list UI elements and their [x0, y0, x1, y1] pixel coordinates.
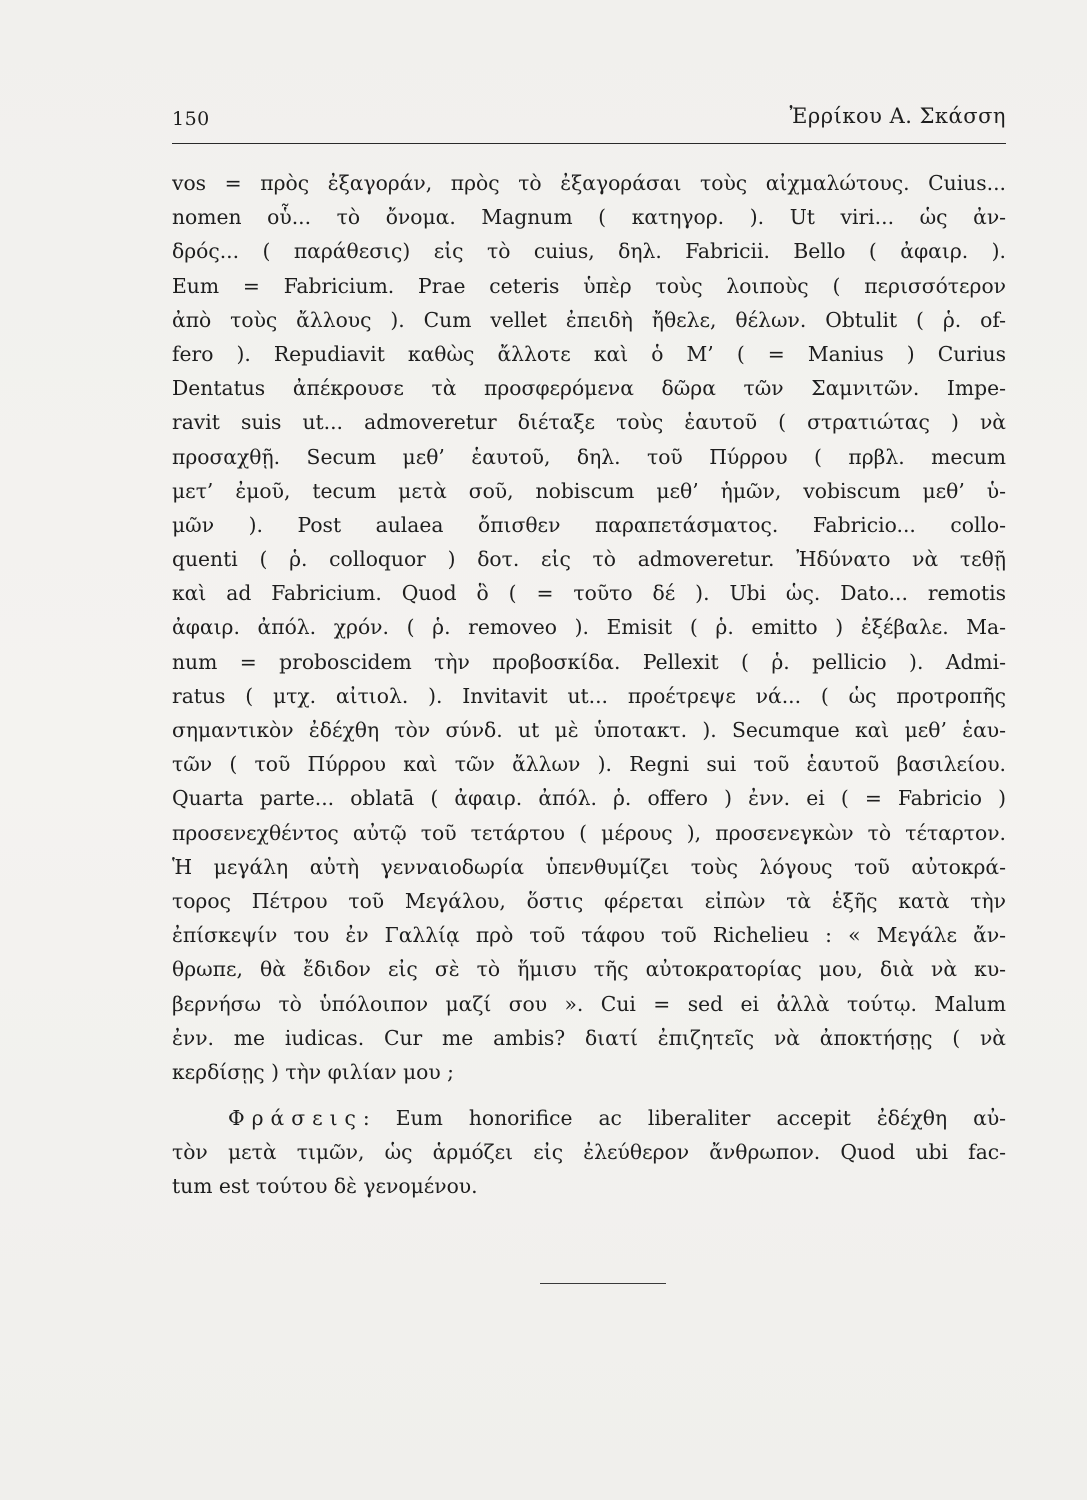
text-line: μετ’ ἐμοῦ, tecum μετὰ σοῦ, nobiscum μεθ’ ἡμῶν, vobiscum μεθ’ ὑ- — [172, 478, 1006, 503]
text-line: σημαντικὸν ἐδέχθη τὸν σύνδ. ut μὲ ὑποτακτ. ). Secumque καὶ μεθ’ ἑαυ- — [172, 718, 1006, 742]
text-line — [172, 1101, 1006, 1135]
text-line: ravit suis ut... admoveretur διέταξε τοὺς ἑαυτοῦ ( στρατιώτας ) νὰ — [172, 410, 1006, 435]
text-line: tum est τούτου δὲ γενομένου. — [172, 1174, 478, 1199]
text-line: βερνήσω τὸ ὑπόλοιπον μαζί σου ». Cui = sed ei ἀλλὰ τούτῳ. Malum — [172, 991, 1006, 1016]
running-head: Ἐρρίκου Α. Σκάσση — [789, 104, 1006, 128]
text-line: μῶν ). Post aulaea ὄπισθεν παραπετάσματος. Fabricio... collo- — [172, 512, 1006, 537]
phrases-paragraph — [172, 1101, 1006, 1204]
text-line: καὶ ad Fabricium. Quod ὃ ( = τοῦτο δέ ). Ubi ὡς. Dato... remotis — [172, 581, 1006, 606]
header-rule — [172, 143, 1006, 144]
page-number: 150 — [172, 108, 210, 130]
text-line: quenti ( ῥ. colloquor ) δοτ. εἰς τὸ admoveretur. Ἠδύνατο νὰ τεθῇ — [172, 547, 1006, 572]
text-line: προσαχθῇ. Secum μεθ’ ἑαυτοῦ, δηλ. τοῦ Πύρρου ( πρβλ. mecum — [172, 444, 1006, 469]
text-line: θρωπε, θὰ ἔδιδον εἰς σὲ τὸ ἥμισυ τῆς αὐτοκρατορίας μου, διὰ νὰ κυ- — [172, 957, 1006, 982]
commentary-paragraph — [172, 166, 1006, 1089]
phrases-label: Φράσεις — [228, 1106, 363, 1131]
text-line: προσενεχθέντος αὐτῷ τοῦ τετάρτου ( μέρους ), προσενεγκὼν τὸ τέταρτον. — [172, 820, 1006, 845]
phrases-line-rest: : Eum honorifice ac liberaliter accepit ἐδέχθη αὐ- — [362, 1106, 1006, 1131]
text-line: ἐπίσκεψίν του ἐν Γαλλίᾳ πρὸ τοῦ τάφου τοῦ Richelieu : « Μεγάλε ἄν- — [172, 923, 1006, 948]
text-line: vos = πρὸς ἐξαγοράν, πρὸς τὸ ἐξαγοράσαι τοὺς αἰχμαλώτους. Cuius... — [172, 171, 1006, 195]
text-line: Quarta parte... oblatā ( ἀφαιρ. ἀπόλ. ῥ. offero ) ἐνν. ei ( = Fabricio ) — [172, 786, 1006, 811]
text-line: Ἡ μεγάλη αὐτὴ γενναιοδωρία ὑπενθυμίζει τοὺς λόγους τοῦ αὐτοκρά- — [172, 854, 1006, 879]
text-line: ἐνν. me iudicas. Cur me ambis? διατί ἐπιζητεῖς νὰ ἀποκτήσῃς ( νὰ — [172, 1025, 1006, 1050]
footer-rule — [540, 1283, 666, 1284]
text-line: nomen οὗ... τὸ ὄνομα. Magnum ( κατηγορ. ). Ut viri... ὡς ἀν- — [172, 205, 1006, 230]
text-line: ἀπὸ τοὺς ἄλλους ). Cum vellet ἐπειδὴ ἤθελε, θέλων. Obtulit ( ῥ. of- — [172, 307, 1006, 332]
text-line: τῶν ( τοῦ Πύρρου καὶ τῶν ἄλλων ). Regni sui τοῦ ἑαυτοῦ βασιλείου. — [172, 752, 1006, 777]
body-text — [172, 166, 1006, 1204]
text-line: τὸν μετὰ τιμῶν, ὡς ἁρμόζει εἰς ἐλεύθερον ἄνθρωπον. Quod ubi fac- — [172, 1140, 1006, 1165]
text-line: Eum = Fabricium. Prae ceteris ὑπὲρ τοὺς λοιποὺς ( περισσότερον — [172, 273, 1006, 298]
text-line: fero ). Repudiavit καθὼς ἄλλοτε καὶ ὁ M’ ( = Manius ) Curius — [172, 341, 1006, 366]
text-line: τορος Πέτρου τοῦ Μεγάλου, ὅστις φέρεται εἰπὼν τὰ ἑξῆς κατὰ τὴν — [172, 888, 1006, 913]
text-line: κερδίσῃς ) τὴν φιλίαν μου ; — [172, 1059, 455, 1084]
text-line: ratus ( μτχ. αἰτιολ. ). Invitavit ut... προέτρεψε νά... ( ὡς προτροπῆς — [172, 683, 1006, 708]
paragraph-gap — [172, 1089, 1006, 1101]
page-header — [172, 104, 1006, 138]
text-line: ἀφαιρ. ἀπόλ. χρόν. ( ῥ. removeo ). Emisit ( ῥ. emitto ) ἐξέβαλε. Ma- — [172, 615, 1006, 640]
text-line: Dentatus ἀπέκρουσε τὰ προσφερόμενα δῶρα τῶν Σαμνιτῶν. Impe- — [172, 376, 1006, 401]
text-line: δρός... ( παράθεσις) εἰς τὸ cuius, δηλ. Fabricii. Bello ( ἀφαιρ. ). — [172, 239, 1006, 264]
text-line: num = proboscidem τὴν προβοσκίδα. Pellexit ( ῥ. pellicio ). Admi- — [172, 649, 1006, 674]
